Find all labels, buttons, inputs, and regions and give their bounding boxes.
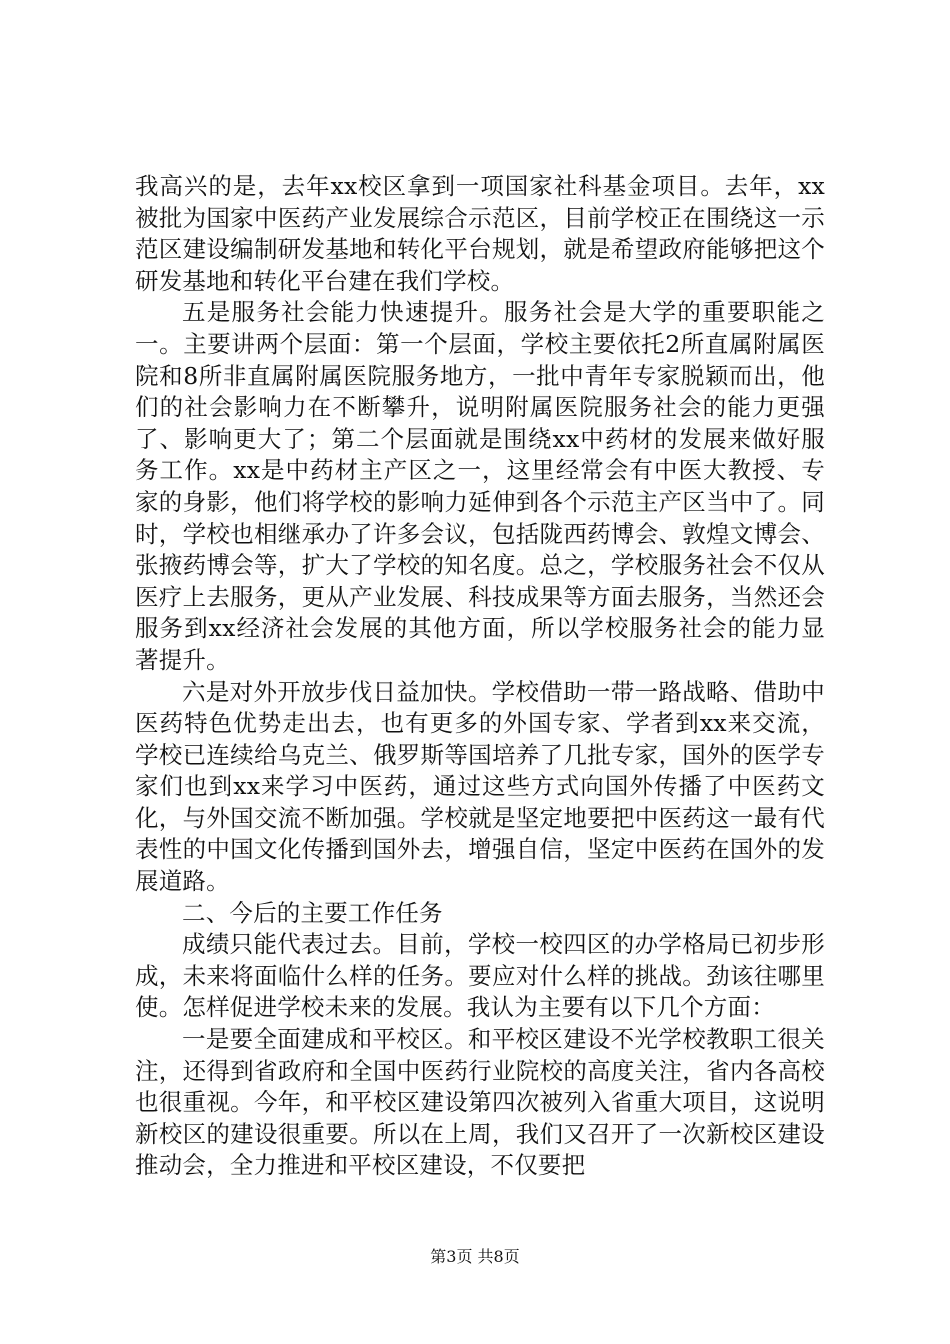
section-heading-future-tasks: 二、今后的主要工作任务 [182, 898, 443, 927]
paragraph-achievements: 成绩只能代表过去。目前，学校一校四区的办学格局已初步形成，未来将面临什么样的任务。要应对什么样的挑战。劲该往哪里使。怎样促进学校未来的发展。我认为主要有以下几个方面： [135, 930, 825, 1022]
document-body [135, 171, 825, 1182]
page-number-footer: 第3页 共8页 [430, 1247, 520, 1266]
paragraph-heping-campus: 一是要全面建成和平校区。和平校区建设不光学校教职工很关注，还得到省政府和全国中医药行业院校的高度关注，省内各高校也很重视。今年，和平校区建设第四次被列入省重大项目，这说明新校区的建设很重要。所以在上周，我们又召开了一次新校区建设推动会，全力推进和平校区建设，不仅要把 [135, 1025, 825, 1180]
paragraph-social-service: 五是服务社会能力快速提升。服务社会是大学的重要职能之一。主要讲两个层面：第一个层面，学校主要依托2所直属附属医院和8所非直属附属医院服务地方，一批中青年专家脱颖而出，他们的社会影响力在不断攀升，说明附属医院服务社会的能力更强了、影响更大了；第二个层面就是围绕xx中药材的发展来做好服务工作。xx是中药材主产区之一，这里经常会有中医大教授、专家的身影，他们将学校的影响力延伸到各个示范主产区当中了。同时，学校也相继承办了许多会议，包括陇西药博会、敦煌文博会、张掖药博会等，扩大了学校的知名度。总之，学校服务社会不仅从医疗上去服务，更从产业发展、科技成果等方面去服务，当然还会服务到xx经济社会发展的其他方面，所以学校服务社会的能力显著提升。 [135, 298, 825, 674]
paragraph-continued: 我高兴的是，去年xx校区拿到一项国家社科基金项目。去年，xx被批为国家中医药产业发展综合示范区，目前学校正在围绕这一示范区建设编制研发基地和转化平台规划，就是希望政府能够把这个研发基地和转化平台建在我们学校。 [135, 172, 825, 295]
paragraph-opening-up: 六是对外开放步伐日益加快。学校借助一带一路战略、借助中医药特色优势走出去，也有更多的外国专家、学者到xx来交流，学校已连续给乌克兰、俄罗斯等国培养了几批专家，国外的医学专家们也到xx来学习中医药，通过这些方式向国外传播了中医药文化，与外国交流不断加强。学校就是坚定地要把中医药这一最有代表性的中国文化传播到国外去，增强自信，坚定中医药在国外的发展道路。 [135, 677, 825, 896]
